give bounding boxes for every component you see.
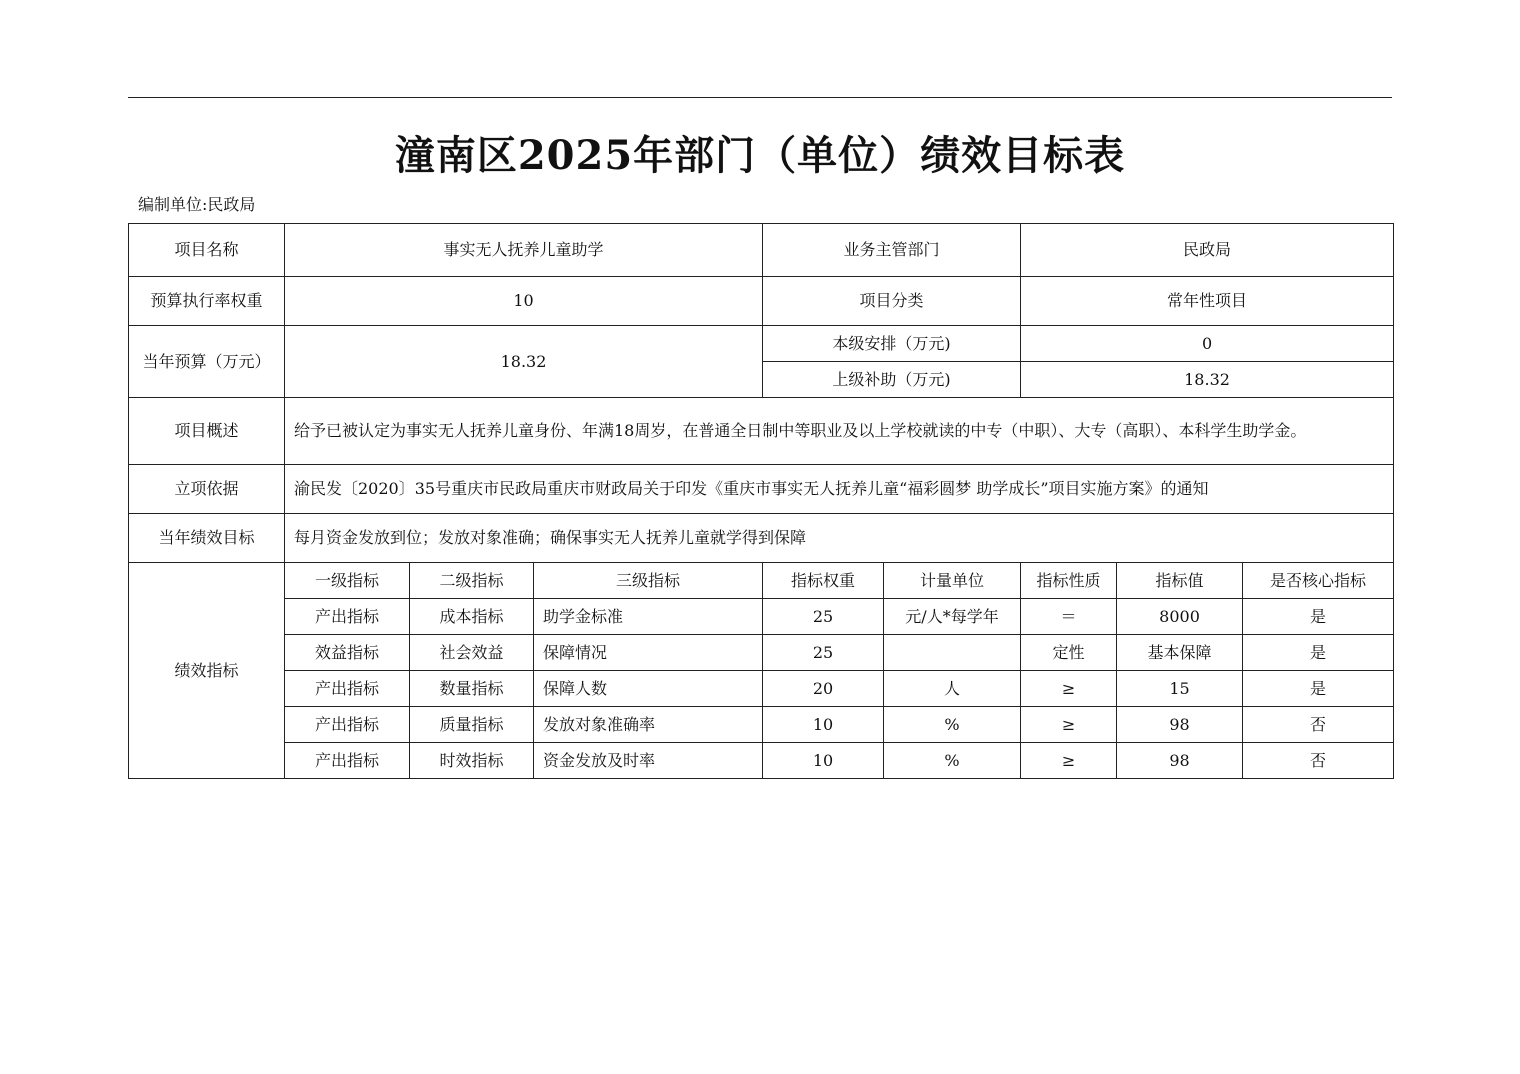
budget-label: 当年预算（万元） xyxy=(129,326,285,398)
indicator-row xyxy=(129,671,1394,707)
value-cell: 98 xyxy=(1117,707,1243,743)
value-cell: 基本保障 xyxy=(1117,635,1243,671)
header-cell: 二级指标 xyxy=(410,563,534,599)
row-project-name xyxy=(129,224,1394,277)
level2-cell: 成本指标 xyxy=(410,599,534,635)
level1-cell: 产出指标 xyxy=(285,707,410,743)
nature-cell: ＝ xyxy=(1021,599,1117,635)
level3-cell: 保障人数 xyxy=(534,671,763,707)
level2-cell: 质量指标 xyxy=(410,707,534,743)
level3-cell: 发放对象准确率 xyxy=(534,707,763,743)
overview-label: 项目概述 xyxy=(129,398,285,465)
dept-value: 民政局 xyxy=(1021,224,1394,277)
local-label: 本级安排（万元) xyxy=(763,326,1021,362)
indicator-row xyxy=(129,743,1394,779)
basis-text: 渝民发〔2020〕35号重庆市民政局重庆市财政局关于印发《重庆市事实无人抚养儿童“福彩圆梦 助学成长”项目实施方案》的通知 xyxy=(285,465,1394,514)
indicators-label: 绩效指标 xyxy=(129,563,285,779)
weight-cell: 25 xyxy=(763,599,884,635)
weight-value: 10 xyxy=(285,277,763,326)
header-cell: 三级指标 xyxy=(534,563,763,599)
local-value: 0 xyxy=(1021,326,1394,362)
weight-cell: 25 xyxy=(763,635,884,671)
page-title: 潼南区2025年部门（单位）绩效目标表 xyxy=(394,132,1126,179)
header-cell: 是否核心指标 xyxy=(1243,563,1394,599)
project-name-label: 项目名称 xyxy=(129,224,285,277)
weight-cell: 10 xyxy=(763,743,884,779)
weight-cell: 10 xyxy=(763,707,884,743)
core-cell: 是 xyxy=(1243,635,1394,671)
value-cell: 15 xyxy=(1117,671,1243,707)
header-cell: 计量单位 xyxy=(884,563,1021,599)
unit-label: 编制单位:民政局 xyxy=(138,195,256,214)
header-cell: 指标值 xyxy=(1117,563,1243,599)
level2-cell: 时效指标 xyxy=(410,743,534,779)
unit-cell xyxy=(884,635,1021,671)
level1-cell: 产出指标 xyxy=(285,599,410,635)
unit-cell: 元/人*每学年 xyxy=(884,599,1021,635)
indicator-header-row xyxy=(129,563,1394,599)
project-name-value: 事实无人抚养儿童助学 xyxy=(285,224,763,277)
performance-table xyxy=(128,223,1394,779)
level2-cell: 数量指标 xyxy=(410,671,534,707)
core-cell: 是 xyxy=(1243,599,1394,635)
header-cell: 一级指标 xyxy=(285,563,410,599)
level3-cell: 助学金标准 xyxy=(534,599,763,635)
row-budget-local xyxy=(129,326,1394,362)
value-cell: 8000 xyxy=(1117,599,1243,635)
dept-label: 业务主管部门 xyxy=(763,224,1021,277)
indicator-row xyxy=(129,707,1394,743)
category-label: 项目分类 xyxy=(763,277,1021,326)
level2-cell: 社会效益 xyxy=(410,635,534,671)
core-cell: 否 xyxy=(1243,707,1394,743)
nature-cell: ≥ xyxy=(1021,671,1117,707)
header-cell: 指标性质 xyxy=(1021,563,1117,599)
value-cell: 98 xyxy=(1117,743,1243,779)
core-cell: 否 xyxy=(1243,743,1394,779)
weight-cell: 20 xyxy=(763,671,884,707)
upper-value: 18.32 xyxy=(1021,362,1394,398)
row-overview xyxy=(129,398,1394,465)
top-rule xyxy=(128,97,1392,98)
row-goal xyxy=(129,514,1394,563)
goal-text: 每月资金发放到位；发放对象准确；确保事实无人抚养儿童就学得到保障 xyxy=(285,514,1394,563)
indicator-row xyxy=(129,635,1394,671)
level3-cell: 资金发放及时率 xyxy=(534,743,763,779)
goal-label: 当年绩效目标 xyxy=(129,514,285,563)
level1-cell: 产出指标 xyxy=(285,743,410,779)
budget-value: 18.32 xyxy=(285,326,763,398)
basis-label: 立项依据 xyxy=(129,465,285,514)
level1-cell: 产出指标 xyxy=(285,671,410,707)
indicator-row xyxy=(129,599,1394,635)
overview-text: 给予已被认定为事实无人抚养儿童身份、年满18周岁，在普通全日制中等职业及以上学校就读的中专（中职）、大专（高职）、本科学生助学金。 xyxy=(285,398,1394,465)
row-weight xyxy=(129,277,1394,326)
upper-label: 上级补助（万元) xyxy=(763,362,1021,398)
nature-cell: ≥ xyxy=(1021,743,1117,779)
header-cell: 指标权重 xyxy=(763,563,884,599)
nature-cell: 定性 xyxy=(1021,635,1117,671)
level3-cell: 保障情况 xyxy=(534,635,763,671)
unit-cell: % xyxy=(884,743,1021,779)
row-basis xyxy=(129,465,1394,514)
category-value: 常年性项目 xyxy=(1021,277,1394,326)
unit-cell: % xyxy=(884,707,1021,743)
level1-cell: 效益指标 xyxy=(285,635,410,671)
nature-cell: ≥ xyxy=(1021,707,1117,743)
core-cell: 是 xyxy=(1243,671,1394,707)
weight-label: 预算执行率权重 xyxy=(129,277,285,326)
unit-cell: 人 xyxy=(884,671,1021,707)
